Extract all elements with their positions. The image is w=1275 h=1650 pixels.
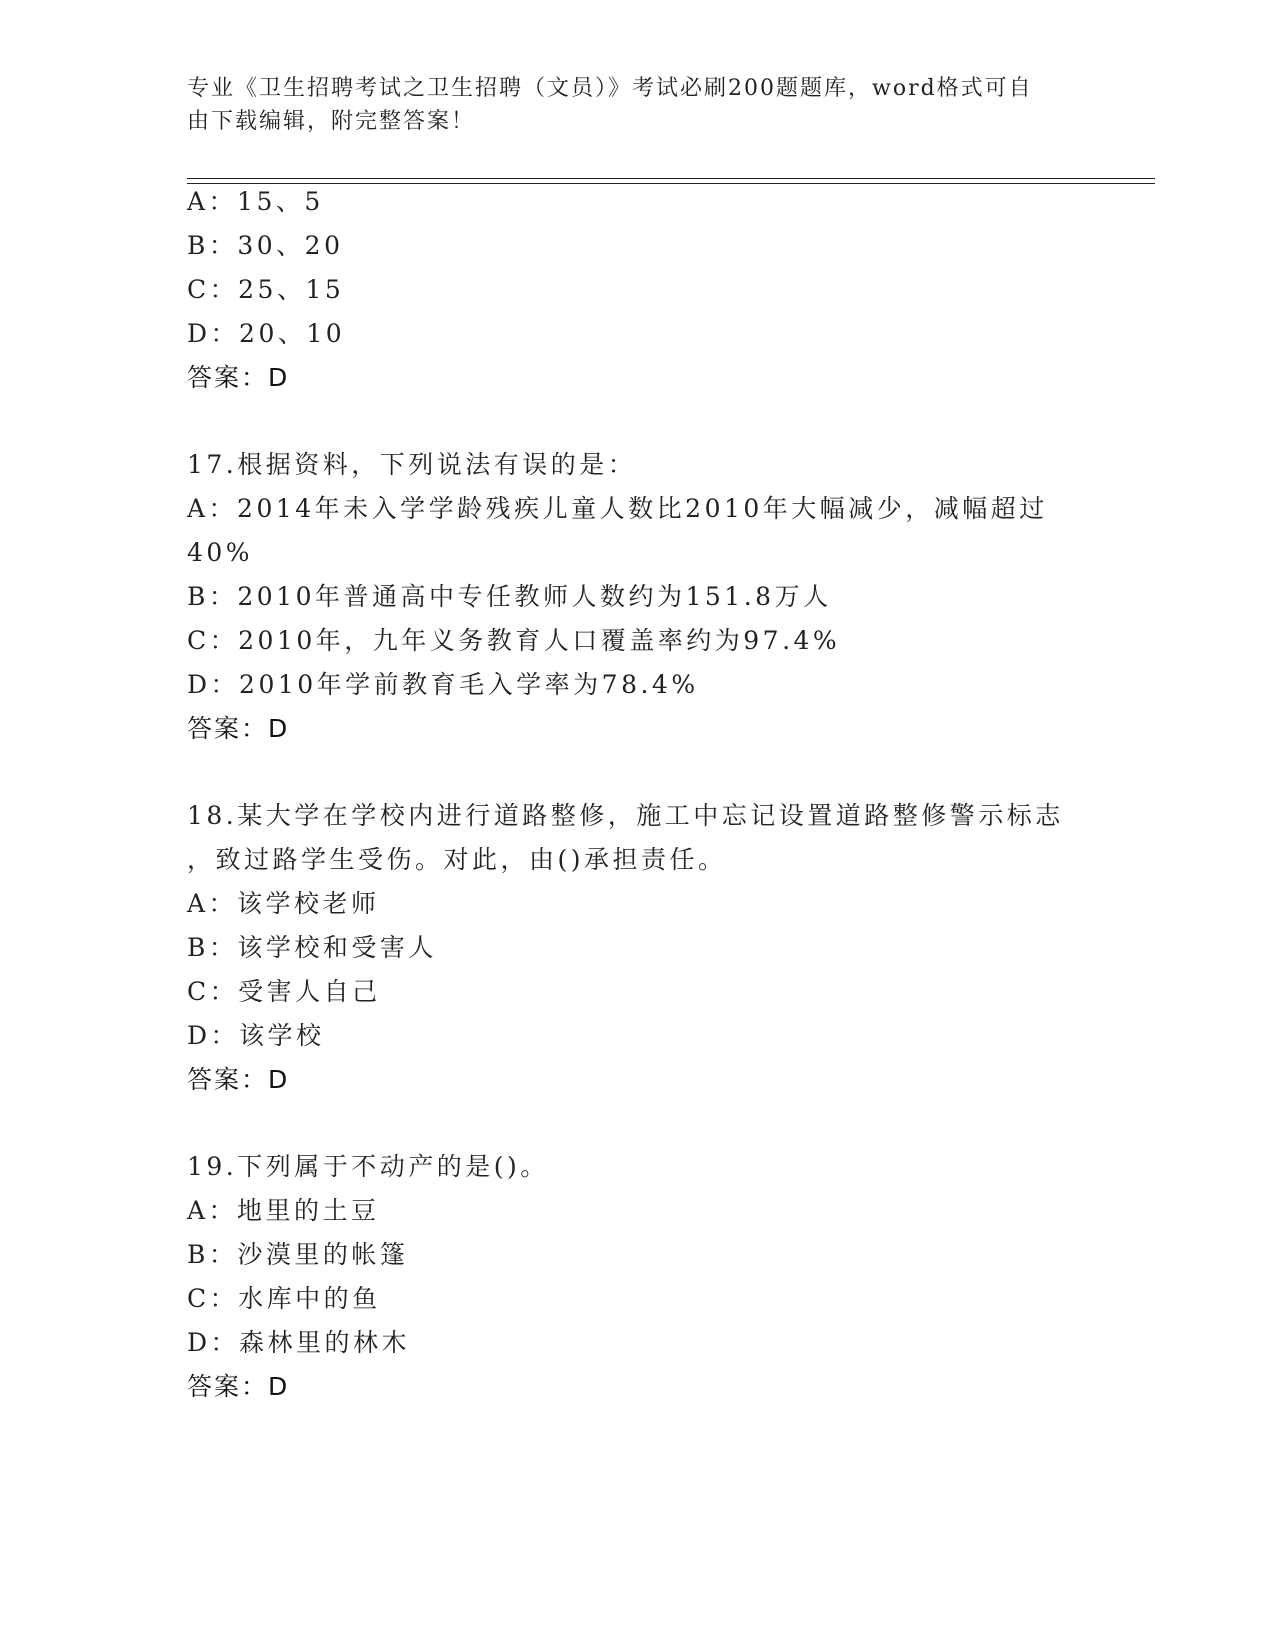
- q17-option-a: A：2014年未入学学龄残疾儿童人数比2010年大幅减少，减幅超过: [187, 494, 1048, 523]
- q19-option-c: C：水库中的鱼: [187, 1284, 381, 1313]
- header-divider-top: [187, 178, 1155, 179]
- q19-option-a: A：地里的土豆: [187, 1196, 380, 1225]
- q16-answer: 答案：D: [187, 363, 290, 392]
- q18-option-c: C：受害人自己: [187, 977, 381, 1006]
- q18-option-d: D：该学校: [187, 1021, 325, 1050]
- q18-option-b: B：该学校和受害人: [187, 933, 437, 962]
- q19-answer: 答案：D: [187, 1372, 290, 1401]
- q17-option-c: C：2010年，九年义务教育人口覆盖率约为97.4%: [187, 626, 841, 655]
- q16-option-c: C：25、15: [187, 275, 345, 304]
- q17-option-b: B：2010年普通高中专任教师人数约为151.8万人: [187, 582, 832, 611]
- q19-option-d: D：森林里的林木: [187, 1328, 411, 1357]
- header-line-2: 由下载编辑，附完整答案！: [187, 109, 476, 134]
- q18-answer: 答案：D: [187, 1065, 290, 1094]
- q18-stem: 18.某大学在学校内进行道路整修，施工中忘记设置道路整修警示标志: [187, 801, 1064, 830]
- q16-option-d: D：20、10: [187, 319, 346, 348]
- q18-stem-continued: ，致过路学生受伤。对此，由()承担责任。: [187, 845, 727, 874]
- q17-option-d: D：2010年学前教育毛入学率为78.4%: [187, 670, 699, 699]
- q19-stem: 19.下列属于不动产的是()。: [187, 1152, 549, 1181]
- header-line-1: 专业《卫生招聘考试之卫生招聘（文员）》考试必刷200题题库，word格式可自: [187, 76, 1033, 101]
- document-header: [187, 72, 1087, 138]
- q19-option-b: B：沙漠里的帐篷: [187, 1240, 409, 1269]
- q17-stem: 17.根据资料，下列说法有误的是：: [187, 450, 637, 479]
- q16-option-b: B：30、20: [187, 231, 344, 260]
- q17-answer: 答案：D: [187, 714, 290, 743]
- q17-option-a-continued: 40%: [187, 538, 254, 567]
- header-divider-bottom: [187, 183, 1155, 184]
- q18-option-a: A：该学校老师: [187, 889, 380, 918]
- q16-option-a: A：15、5: [187, 187, 324, 216]
